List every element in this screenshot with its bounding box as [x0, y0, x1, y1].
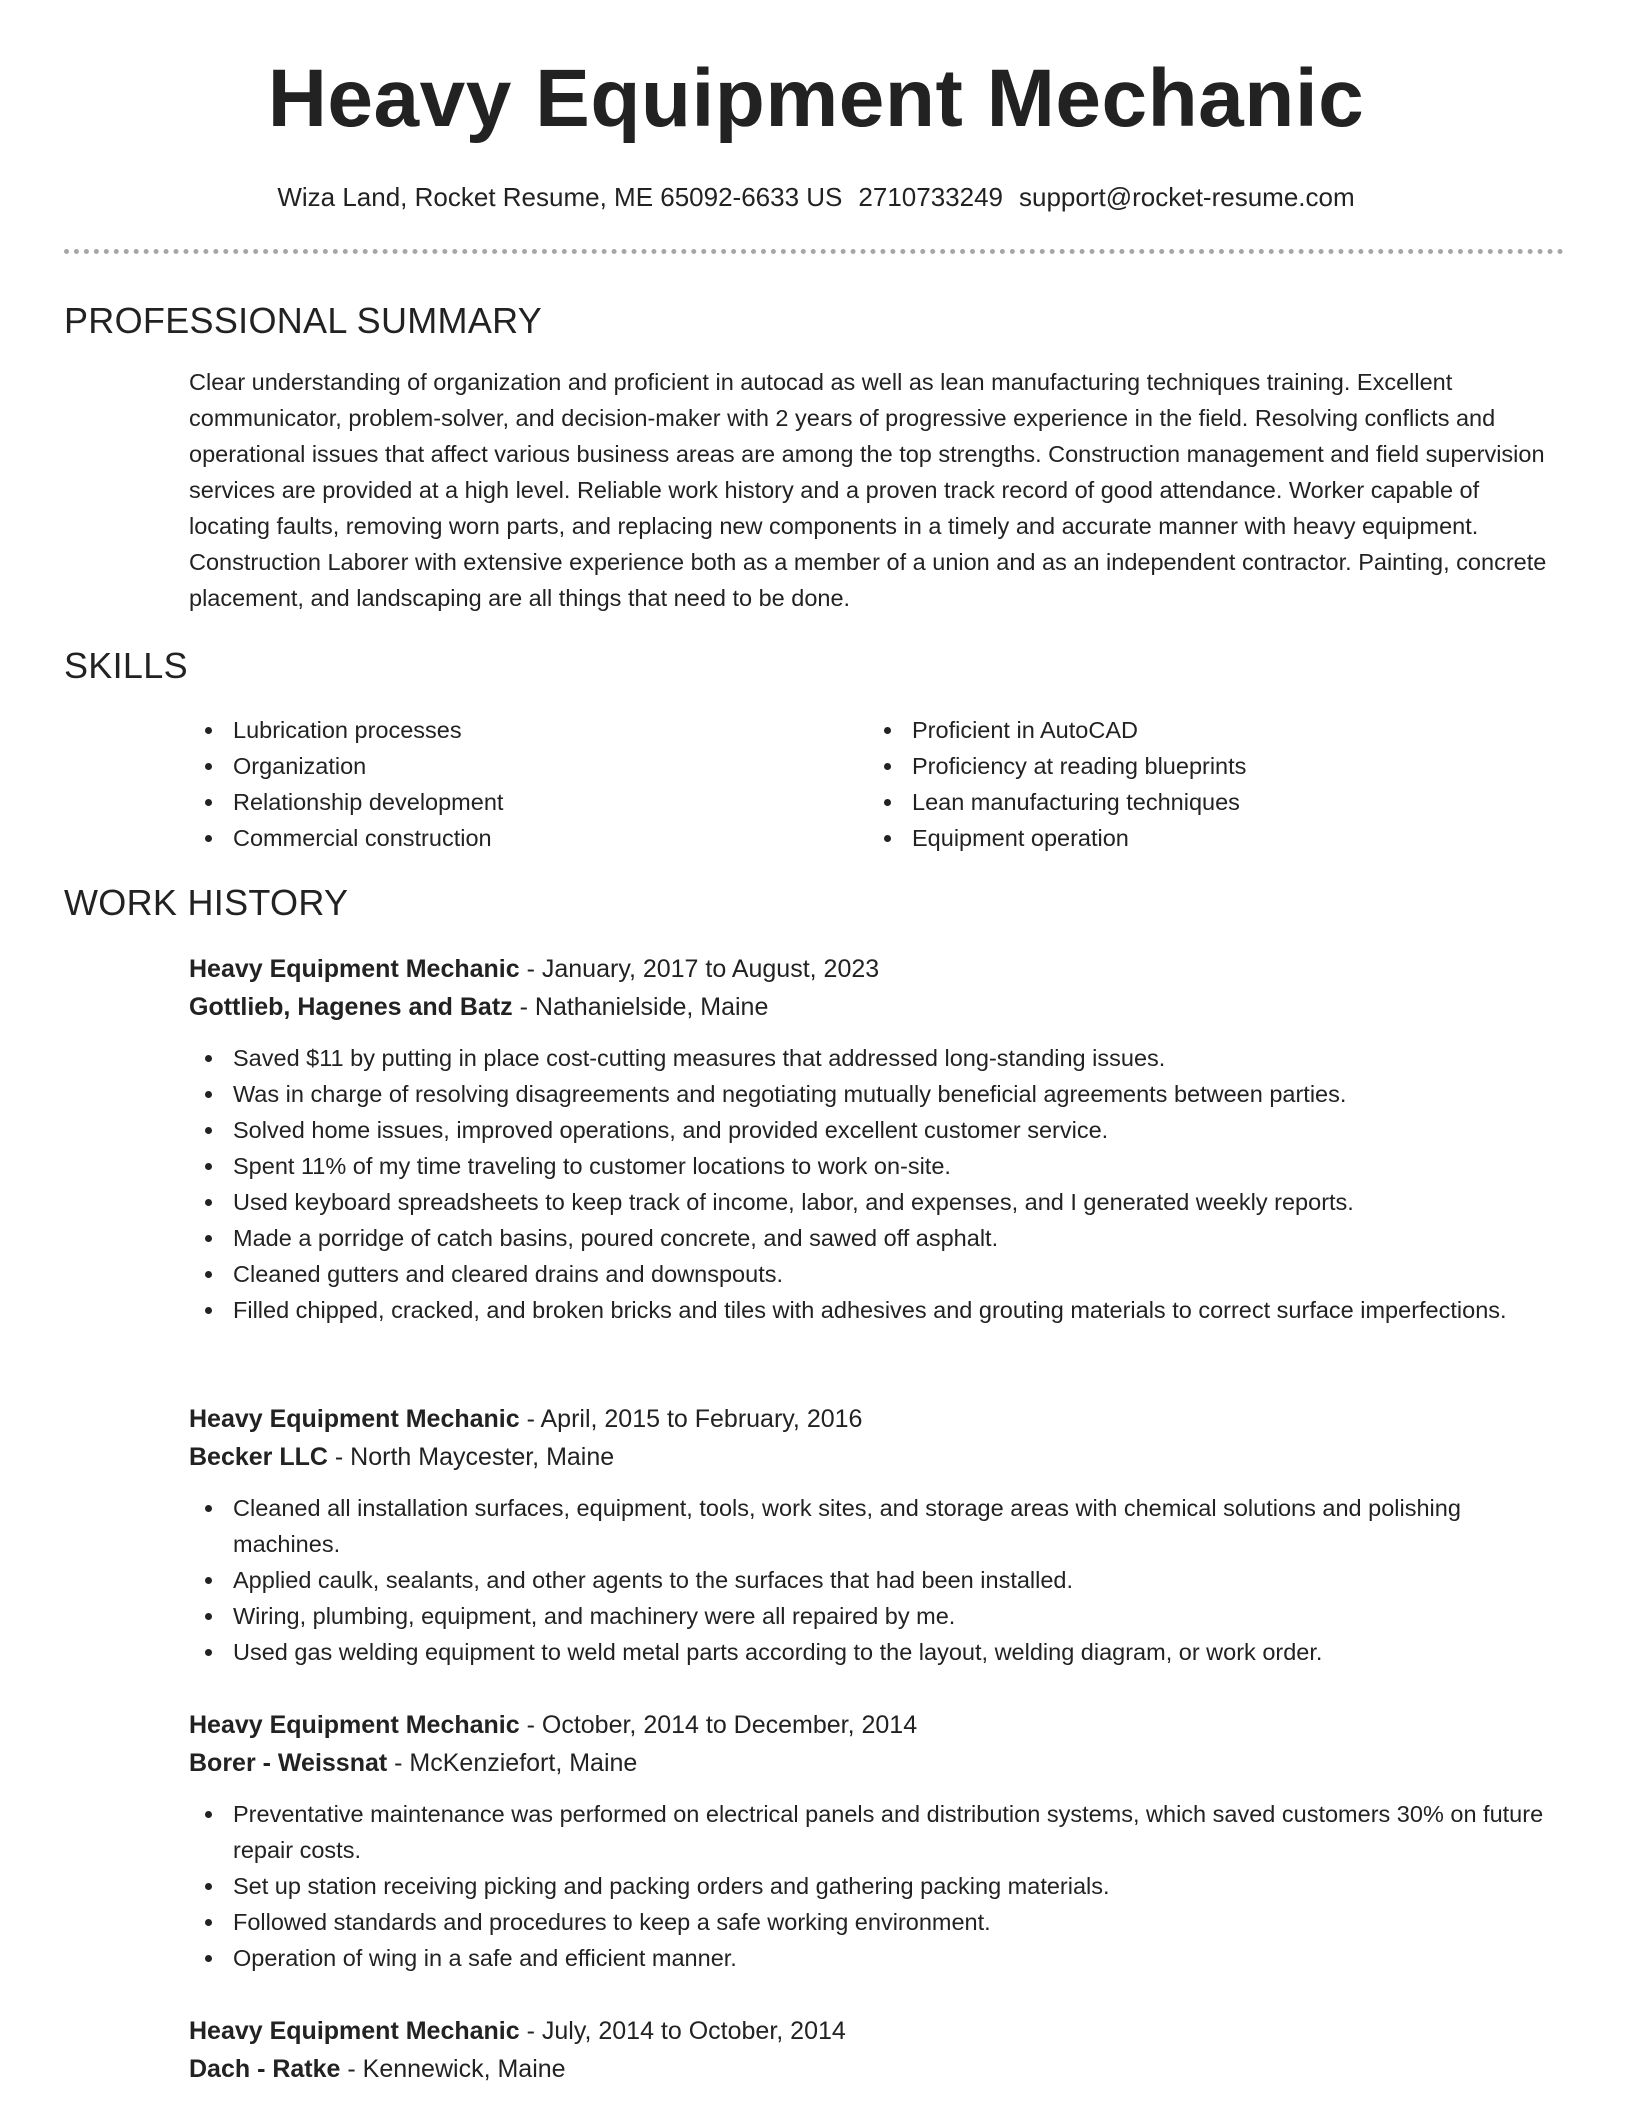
job-dates: - July, 2014 to October, 2014 [519, 2017, 846, 2045]
job-bullet: Preventative maintenance was performed on electrical panels and distribution systems, which saved customers 30% on future repair costs. [189, 1796, 1569, 1868]
job-bullet: Cleaned all installation surfaces, equipment, tools, work sites, and storage areas with chemical solutions and polishing machines. [189, 1490, 1569, 1562]
job-bullet: Made a porridge of catch basins, poured concrete, and sawed off asphalt. [189, 1220, 1569, 1256]
candidate-name: Heavy Equipment Mechanic [267, 53, 1365, 144]
section-title-work-history: WORK HISTORY [64, 882, 349, 923]
skill-item: Lean manufacturing techniques [868, 784, 1508, 820]
job-entry [189, 2012, 1569, 2088]
job-title-line [189, 950, 1569, 988]
job-bullets [189, 1040, 1569, 1328]
job-bullet: Wiring, plumbing, equipment, and machinery were all repaired by me. [189, 1598, 1569, 1634]
job-bullet: Used keyboard spreadsheets to keep track of income, labor, and expenses, and I generated weekly reports. [189, 1184, 1569, 1220]
company-name: Borer - Weissnat [189, 1749, 388, 1777]
skills-column-right [868, 712, 1508, 856]
job-bullet: Was in charge of resolving disagreements and negotiating mutually beneficial agreements between parties. [189, 1076, 1569, 1112]
job-bullet: Set up station receiving picking and packing orders and gathering packing materials. [189, 1868, 1569, 1904]
job-company-line [189, 988, 1569, 1026]
job-dates: - October, 2014 to December, 2014 [519, 1711, 918, 1739]
job-entry [189, 1400, 1569, 1670]
job-bullets [189, 1490, 1569, 1670]
job-company-line [189, 2050, 1569, 2088]
job-title: Heavy Equipment Mechanic [189, 2017, 520, 2045]
section-title-summary: PROFESSIONAL SUMMARY [64, 300, 543, 341]
job-title-line [189, 1400, 1569, 1438]
skill-item: Commercial construction [189, 820, 829, 856]
company-name: Dach - Ratke [189, 2055, 341, 2083]
summary-text: Clear understanding of organization and proficient in autocad as well as lean manufacturing techniques training. Excellent communicator, problem-solver, and decision-maker with 2 years of progressive experience in the field. Resolving conflicts and operational issues that affect various business areas are among the top strengths. Construction management and field supervision services are provided at a high level. Reliable work history and a proven track record of good attendance. Worker capable of locating faults, removing worn parts, and replacing new components in a timely and accurate manner with heavy equipment. Construction Laborer with extensive experience both as a member of a union and as an independent contractor. Painting, concrete placement, and landscaping are all things that need to be done. [189, 369, 1547, 611]
job-bullet: Solved home issues, improved operations, and provided excellent customer service. [189, 1112, 1569, 1148]
job-dates: - April, 2015 to February, 2016 [519, 1405, 863, 1433]
skill-item: Proficient in AutoCAD [868, 712, 1508, 748]
job-location: - North Maycester, Maine [327, 1443, 615, 1471]
job-company-line [189, 1744, 1569, 1782]
job-bullet: Applied caulk, sealants, and other agents to the surfaces that had been installed. [189, 1562, 1569, 1598]
job-title: Heavy Equipment Mechanic [189, 955, 520, 983]
skill-item: Relationship development [189, 784, 829, 820]
job-location: - Nathanielside, Maine [512, 993, 769, 1021]
job-bullet: Spent 11% of my time traveling to customer locations to work on-site. [189, 1148, 1569, 1184]
job-company-line [189, 1438, 1569, 1476]
job-title-line [189, 2012, 1569, 2050]
job-bullet: Saved $11 by putting in place cost-cutting measures that addressed long-standing issues. [189, 1040, 1569, 1076]
job-title-line [189, 1706, 1569, 1744]
skills-column-left [189, 712, 829, 856]
skill-item: Organization [189, 748, 829, 784]
job-bullet: Filled chipped, cracked, and broken bricks and tiles with adhesives and grouting materials to correct surface imperfections. [189, 1292, 1569, 1328]
job-location: - McKenziefort, Maine [387, 1749, 638, 1777]
job-title: Heavy Equipment Mechanic [189, 1711, 520, 1739]
skill-item: Proficiency at reading blueprints [868, 748, 1508, 784]
skill-item: Lubrication processes [189, 712, 829, 748]
company-name: Gottlieb, Hagenes and Batz [189, 993, 513, 1021]
job-bullet: Operation of wing in a safe and efficient manner. [189, 1940, 1569, 1976]
job-entry [189, 950, 1569, 1328]
section-title-skills: SKILLS [64, 645, 188, 686]
company-name: Becker LLC [189, 1443, 328, 1471]
job-title: Heavy Equipment Mechanic [189, 1405, 520, 1433]
header-divider [64, 249, 1564, 254]
contact-line [0, 182, 1632, 213]
job-bullet: Followed standards and procedures to keep a safe working environment. [189, 1904, 1569, 1940]
job-bullet: Used gas welding equipment to weld metal parts according to the layout, welding diagram, or work order. [189, 1634, 1569, 1670]
job-entry [189, 1706, 1569, 1976]
phone-number: 2710733249 [858, 182, 1004, 212]
email-address[interactable]: support@rocket-resume.com [1019, 182, 1355, 212]
address: Wiza Land, Rocket Resume, ME 65092-6633 US [277, 182, 843, 212]
job-bullet: Cleaned gutters and cleared drains and downspouts. [189, 1256, 1569, 1292]
job-dates: - January, 2017 to August, 2023 [519, 955, 880, 983]
skill-item: Equipment operation [868, 820, 1508, 856]
job-bullets [189, 1796, 1569, 1976]
job-location: - Kennewick, Maine [340, 2055, 566, 2083]
